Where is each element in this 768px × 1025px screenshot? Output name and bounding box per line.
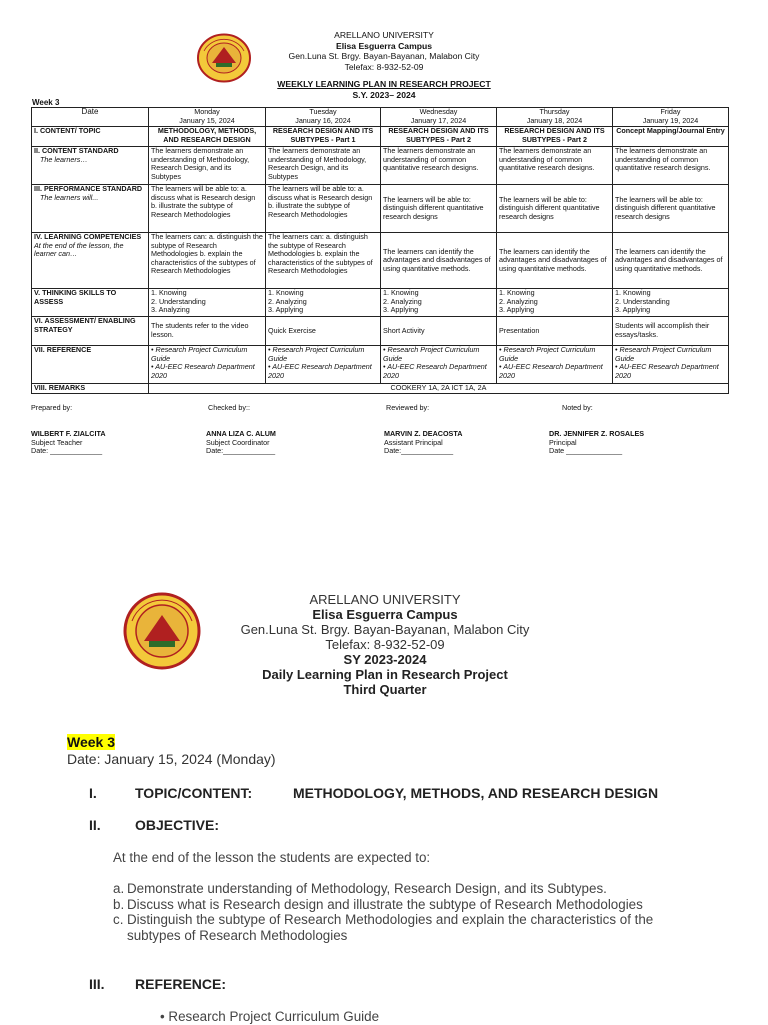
row-label: III. PERFORMANCE STANDARD The learners will... [32,185,149,233]
date-row [32,108,729,127]
daily-campus-name: Elisa Esguerra Campus [312,607,458,622]
standard-cell: The learners demonstrate an understanding of common quantitative research designs. [497,147,613,185]
skills-cell: 1. Knowing 2. Analyzing 3. Applying [266,289,381,317]
performance-cell: The learners will be able to: a. discuss what is Research design b. illustrate the subtype of Research Methodologies [266,185,381,233]
objective-list [113,881,673,943]
performance-cell: The learners will be able to: distinguish different quantitative research designs [381,185,497,233]
competency-cell: The learners can: a. distinguish the subtype of Research Methodologies b. explain the characteristics of the subtypes of Research Methodologies [266,233,381,289]
remarks-cell: COOKERY 1A, 2A ICT 1A, 2A [149,384,729,394]
daily-address: Gen.Luna St. Brgy. Bayan-Bayanan, Malabon City [240,622,530,637]
assessment-row [32,317,729,346]
performance-cell: The learners will be able to: distinguish different quantitative research designs [497,185,613,233]
row-label: VII. REFERENCE [32,346,149,384]
competency-cell: The learners can identify the advantages and disadvantages of using quantitative methods. [497,233,613,289]
day-header: Monday January 15, 2024 [149,108,266,127]
skills-cell: 1. Knowing 2. Analyzing 3. Applying [381,289,497,317]
daily-week-label: Week 3 [67,734,115,750]
topic-cell: RESEARCH DESIGN AND ITS SUBTYPES - Part 1 [266,127,381,147]
objective-number: II. [89,817,101,833]
row-label: II. CONTENT STANDARD The learners… [32,147,149,185]
assessment-cell: The students refer to the video lesson. [149,317,266,346]
campus-name: Elisa Esguerra Campus [335,40,432,51]
performance-cell: The learners will be able to: a. discuss what is Research design b. illustrate the subtype of Research Methodologies [149,185,266,233]
assessment-cell: Students will accomplish their essays/tasks. [613,317,729,346]
topic-label: TOPIC/CONTENT: [135,785,253,801]
date-header: Date [32,108,149,127]
row-label: VIII. REMARKS [32,384,149,394]
objective-item: c. Distinguish the subtype of Research Methodologies and explain the characteristics of the subtypes of Research Methodologies [113,912,654,943]
reference-label: REFERENCE: [135,976,227,992]
objective-label: OBJECTIVE: [135,817,220,833]
weekly-plan-table [31,107,729,394]
assessment-cell: Short Activity [381,317,497,346]
signatory-checked: Checked by:: ANNA LIZA C. ALUM Subject Coordinator Date:_____________ [206,403,276,456]
assessment-cell: Quick Exercise [266,317,381,346]
day-header: Thursday January 18, 2024 [497,108,613,127]
content-standard-row [32,147,729,185]
university-name: ARELLANO UNIVERSITY [334,30,434,40]
remarks-row [32,384,729,394]
address: Gen.Luna St. Brgy. Bayan-Bayanan, Malabon City [288,51,480,61]
day-header: Tuesday January 16, 2024 [266,108,381,127]
daily-university-name: ARELLANO UNIVERSITY [309,592,461,607]
topic-cell: RESEARCH DESIGN AND ITS SUBTYPES - Part 2 [381,127,497,147]
objective-intro: At the end of the lesson the students are expected to: [113,850,431,865]
standard-cell: The learners demonstrate an understanding of Methodology, Research Design, and its Subtypes [266,147,381,185]
competency-cell: The learners can identify the advantages and disadvantages of using quantitative methods. [381,233,497,289]
topic-cell: RESEARCH DESIGN AND ITS SUBTYPES - Part 2 [497,127,613,147]
objective-item: a. Demonstrate understanding of Methodology, Research Design, and its Subtypes. [113,881,607,896]
week-label: Week 3 [32,98,60,107]
standard-cell: The learners demonstrate an understanding of Methodology, Research Design, and its Subtypes [149,147,266,185]
row-label: IV. LEARNING COMPETENCIES At the end of the lesson, the learner can… [32,233,149,289]
performance-standard-row [32,185,729,233]
performance-cell: The learners will be able to: distinguish different quantitative research designs [613,185,729,233]
daily-telefax: Telefax: 8-932-52-09 [325,637,445,652]
reference-number: III. [89,976,105,992]
daily-plan-title: Daily Learning Plan in Research Project [262,667,508,682]
topic-number: I. [89,785,97,801]
objective-item: b. Discuss what is Research design and illustrate the subtype of Research Methodologies [113,896,643,912]
standard-cell: The learners demonstrate an understanding of common quantitative research designs. [613,147,729,185]
row-label: I. CONTENT/ TOPIC [32,127,149,147]
reference-cell: • Research Project Curriculum Guide • AU-EEC Research Department 2020 [497,346,613,384]
competency-cell: The learners can: a. distinguish the subtype of Research Methodologies b. explain the characteristics of the subtypes of Research Methodologies [149,233,266,289]
skills-cell: 1. Knowing 2. Analyzing 3. Applying [497,289,613,317]
topic-cell: METHODOLOGY, METHODS, AND RESEARCH DESIGN [149,127,266,147]
reference-cell: • Research Project Curriculum Guide • AU-EEC Research Department 2020 [381,346,497,384]
reference-cell: • Research Project Curriculum Guide • AU-EEC Research Department 2020 [613,346,729,384]
standard-cell: The learners demonstrate an understanding of common quantitative research designs. [381,147,497,185]
daily-school-year: SY 2023-2024 [343,652,427,667]
competencies-row [32,233,729,289]
competency-cell: The learners can identify the advantages and disadvantages of using quantitative methods. [613,233,729,289]
plan-title: WEEKLY LEARNING PLAN IN RESEARCH PROJECT [277,79,491,89]
reference-row [32,346,729,384]
day-header: Friday January 19, 2024 [613,108,729,127]
row-label: VI. ASSESSMENT/ ENABLING STRATEGY [32,317,149,346]
topic-cell: Concept Mapping/Journal Entry [613,127,729,147]
telefax: Telefax: 8-932-52-09 [344,61,424,72]
reference-cell: • Research Project Curriculum Guide • AU-EEC Research Department 2020 [149,346,266,384]
day-header: Wednesday January 17, 2024 [381,108,497,127]
daily-date-line: Date: January 15, 2024 (Monday) [67,751,276,767]
skills-cell: 1. Knowing 2. Understanding 3. Applying [613,289,729,317]
reference-item: • Research Project Curriculum Guide [160,1009,380,1024]
topic-value: METHODOLOGY, METHODS, AND RESEARCH DESIGN [293,785,659,801]
signatory-reviewed: Reviewed by: MARVIN Z. DEACOSTA Assistant Principal Date:_____________ [384,403,463,456]
reference-cell: • Research Project Curriculum Guide • AU-EEC Research Department 2020 [266,346,381,384]
signatory-noted: Noted by: DR. JENNIFER Z. ROSALES Principal Date ______________ [549,403,645,456]
skills-cell: 1. Knowing 2. Understanding 3. Analyzing [149,289,266,317]
thinking-skills-row [32,289,729,317]
topic-row [32,127,729,147]
assessment-cell: Presentation [497,317,613,346]
signatory-prepared: Prepared by: WILBERT F. ZIALCITA Subject Teacher Date: _____________ [31,403,106,456]
daily-quarter: Third Quarter [343,682,427,697]
school-year: S.Y. 2023– 2024 [352,89,416,100]
row-label: V. THINKING SKILLS TO ASSESS [32,289,149,317]
